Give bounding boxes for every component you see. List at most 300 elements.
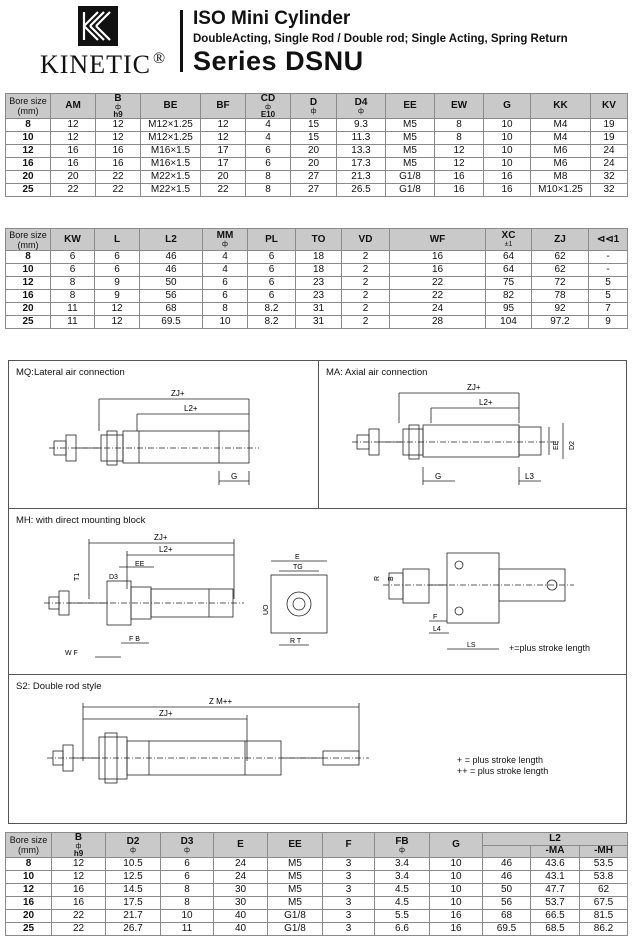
table-cell: M5 xyxy=(268,884,323,897)
table-cell: M8 xyxy=(531,171,591,184)
dim-zm: Z M++ xyxy=(209,697,233,706)
table-cell: 11.3 xyxy=(337,132,386,145)
table-cell: 68.5 xyxy=(531,923,580,936)
table-cell: 26.5 xyxy=(337,184,386,197)
table-cell: - xyxy=(589,264,628,277)
dim-g: G xyxy=(435,472,442,481)
diagram-mq-lateral xyxy=(8,360,320,510)
table-row xyxy=(6,132,628,145)
table-row xyxy=(6,277,628,290)
table-cell: 6 xyxy=(246,158,291,171)
table-cell: 3 xyxy=(323,910,375,923)
table-cell: M5 xyxy=(386,119,435,132)
column-header: EE xyxy=(386,94,435,119)
bore-size-cell: 8 xyxy=(6,119,51,132)
table-cell: M4 xyxy=(531,132,591,145)
table-cell: 10 xyxy=(484,145,531,158)
table-cell: 92 xyxy=(532,303,589,316)
bore-size-cell: 8 xyxy=(6,858,52,871)
table-cell: 21.7 xyxy=(106,910,161,923)
table-cell: G1/8 xyxy=(386,184,435,197)
dim-uo: UO xyxy=(263,604,270,615)
bore-size-cell: 12 xyxy=(6,145,51,158)
table-cell: 40 xyxy=(214,923,268,936)
table-cell: 68 xyxy=(483,910,531,923)
table-cell: 69.5 xyxy=(483,923,531,936)
table-cell: 28 xyxy=(390,316,486,329)
column-header: ZJ xyxy=(532,229,589,251)
table-cell: 8 xyxy=(161,884,214,897)
table-cell: 10 xyxy=(484,119,531,132)
column-header: Bore size (mm) xyxy=(6,229,51,251)
column-header: MM ф xyxy=(203,229,248,251)
dim-g: G xyxy=(231,472,238,481)
table-cell: 86.2 xyxy=(580,923,628,936)
table-cell: 12 xyxy=(51,119,96,132)
column-header: L2 xyxy=(140,229,203,251)
table-cell: 97.2 xyxy=(532,316,589,329)
table-cell: G1/8 xyxy=(268,910,323,923)
table-cell: 4.5 xyxy=(375,884,430,897)
dim-l2: L2+ xyxy=(159,545,173,554)
table-cell: M5 xyxy=(386,145,435,158)
table-cell: 8 xyxy=(435,119,484,132)
table-cell: 43.6 xyxy=(531,858,580,871)
table-cell: 20 xyxy=(51,171,96,184)
table-cell: 31 xyxy=(296,303,342,316)
bore-size-cell: 10 xyxy=(6,132,51,145)
column-header: BE xyxy=(141,94,201,119)
table-cell: 69.5 xyxy=(140,316,203,329)
table-cell: 22 xyxy=(52,910,106,923)
table-cell: 6 xyxy=(248,251,296,264)
bore-size-cell: 20 xyxy=(6,910,52,923)
column-header: WF xyxy=(390,229,486,251)
table-cell: 24 xyxy=(390,303,486,316)
table-cell: 8 xyxy=(51,277,95,290)
table-cell: 10 xyxy=(430,897,483,910)
table-cell: 12 xyxy=(51,132,96,145)
column-header: B ф h9 xyxy=(52,833,106,858)
table-row xyxy=(6,171,628,184)
table-cell: 8 xyxy=(203,303,248,316)
table-cell: G1/8 xyxy=(386,171,435,184)
table-cell: 6 xyxy=(161,871,214,884)
table-row xyxy=(6,264,628,277)
table-cell: 95 xyxy=(486,303,532,316)
table-cell: 64 xyxy=(486,251,532,264)
table-cell: 13.3 xyxy=(337,145,386,158)
bore-size-cell: 16 xyxy=(6,897,52,910)
dim-l4: L4 xyxy=(433,626,441,633)
dim-wf: W F xyxy=(65,650,78,657)
table-row xyxy=(6,145,628,158)
table-cell: 3 xyxy=(323,871,375,884)
column-header: AM xyxy=(51,94,96,119)
table-cell: 16 xyxy=(435,184,484,197)
table-cell: 9 xyxy=(95,290,140,303)
bore-size-cell: 10 xyxy=(6,264,51,277)
diagram-s2-double-rod xyxy=(8,674,627,824)
table-cell: 10.5 xyxy=(106,858,161,871)
table-cell: 17.5 xyxy=(106,897,161,910)
diagram-ma-axial xyxy=(318,360,627,510)
table-cell: 6.6 xyxy=(375,923,430,936)
table-cell: 24 xyxy=(214,858,268,871)
table-cell: 82 xyxy=(486,290,532,303)
dim-l2: L2+ xyxy=(184,404,198,413)
table-cell: 9.3 xyxy=(337,119,386,132)
bore-size-cell: 12 xyxy=(6,277,51,290)
table-cell: 78 xyxy=(532,290,589,303)
s2-note-2: ++ = plus stroke length xyxy=(457,766,549,776)
table-cell: M6 xyxy=(531,145,591,158)
diagram-mh-mounting-block xyxy=(8,508,627,676)
table-cell: 62 xyxy=(532,264,589,277)
table-row xyxy=(6,897,628,910)
table-cell: 6 xyxy=(51,251,95,264)
table-cell: 5 xyxy=(589,277,628,290)
table-cell: M22×1.5 xyxy=(141,184,201,197)
table-cell: 2 xyxy=(342,303,390,316)
table-cell: 6 xyxy=(95,251,140,264)
table-cell: 30 xyxy=(214,884,268,897)
column-header-l2: L2 xyxy=(483,833,628,846)
table-cell: 3 xyxy=(323,858,375,871)
bore-size-cell: 20 xyxy=(6,171,51,184)
table-cell: 56 xyxy=(483,897,531,910)
table-row xyxy=(6,923,628,936)
table-cell: 21.3 xyxy=(337,171,386,184)
table-cell: 5.5 xyxy=(375,910,430,923)
diagram-label: MA: Axial air connection xyxy=(326,367,428,378)
table-cell: 5 xyxy=(589,290,628,303)
dimension-table-1 xyxy=(5,93,628,197)
header-divider xyxy=(180,10,183,72)
table-cell: 12 xyxy=(435,145,484,158)
table-cell: 8 xyxy=(161,897,214,910)
table-cell: 27 xyxy=(291,171,337,184)
dim-rt: R T xyxy=(290,638,302,645)
table-cell: 16 xyxy=(51,158,96,171)
table-cell: 16 xyxy=(390,264,486,277)
dim-ee: EE xyxy=(553,440,560,450)
column-header: B ф h9 xyxy=(96,94,141,119)
column-header: KK xyxy=(531,94,591,119)
table-cell: 47.7 xyxy=(531,884,580,897)
table-cell: 81.5 xyxy=(580,910,628,923)
table-cell: 20 xyxy=(291,145,337,158)
table-cell: 10 xyxy=(203,316,248,329)
column-header: D ф xyxy=(291,94,337,119)
table-cell: M12×1.25 xyxy=(141,132,201,145)
table-cell: 46 xyxy=(483,858,531,871)
column-header: KV xyxy=(591,94,628,119)
dimension-table-2 xyxy=(5,228,628,329)
table-cell: 9 xyxy=(95,277,140,290)
table-cell: 16 xyxy=(52,897,106,910)
table-row xyxy=(6,290,628,303)
dim-tg: TG xyxy=(293,564,303,571)
table-cell: 50 xyxy=(140,277,203,290)
table-cell: 9 xyxy=(589,316,628,329)
table-cell: 104 xyxy=(486,316,532,329)
table-cell: 8.2 xyxy=(248,303,296,316)
table-cell: 8 xyxy=(246,171,291,184)
column-header: KW xyxy=(51,229,95,251)
column-header: EW xyxy=(435,94,484,119)
dim-r: R xyxy=(374,575,381,581)
bore-size-cell: 25 xyxy=(6,923,52,936)
table-row xyxy=(6,910,628,923)
table-cell: 24 xyxy=(214,871,268,884)
table-cell: 6 xyxy=(161,858,214,871)
brand-name: KINETIC ® xyxy=(40,50,167,79)
table-cell: 2 xyxy=(342,264,390,277)
page-header xyxy=(0,0,632,84)
column-subheader: -MH xyxy=(580,845,628,858)
dim-zj: ZJ+ xyxy=(171,389,185,398)
table-cell: 12 xyxy=(52,858,106,871)
bore-size-cell: 8 xyxy=(6,251,51,264)
table-cell: 53.8 xyxy=(580,871,628,884)
table-cell: 18 xyxy=(296,264,342,277)
column-header: G xyxy=(484,94,531,119)
table-cell: 46 xyxy=(140,251,203,264)
table-cell: 2 xyxy=(342,316,390,329)
table-cell: 10 xyxy=(484,158,531,171)
dim-d2: D2 xyxy=(569,441,576,450)
series-title: Series DSNU xyxy=(193,46,364,76)
table-cell: 56 xyxy=(140,290,203,303)
column-header: EE xyxy=(268,833,323,858)
table-cell: 15 xyxy=(291,119,337,132)
table-cell: 8 xyxy=(435,132,484,145)
table-cell: 11 xyxy=(51,316,95,329)
table-row xyxy=(6,303,628,316)
table-cell: 23 xyxy=(296,277,342,290)
table-header-row xyxy=(6,229,628,251)
table-cell: M10×1.25 xyxy=(531,184,591,197)
table-cell: 22 xyxy=(390,290,486,303)
table-cell: 6 xyxy=(246,145,291,158)
dim-zj: ZJ+ xyxy=(159,709,173,718)
table-cell: 53.7 xyxy=(531,897,580,910)
table-cell: 12 xyxy=(95,303,140,316)
table-cell: M4 xyxy=(531,119,591,132)
dim-d3: D3 xyxy=(109,574,118,581)
table-cell: 22 xyxy=(51,184,96,197)
table-cell: 27 xyxy=(291,184,337,197)
table-cell: 24 xyxy=(591,158,628,171)
column-subheader: -MA xyxy=(531,845,580,858)
table-cell: M5 xyxy=(386,132,435,145)
table-cell: M5 xyxy=(268,871,323,884)
table-cell: 16 xyxy=(96,145,141,158)
table-cell: 12.5 xyxy=(106,871,161,884)
dim-fb: F B xyxy=(129,636,140,643)
bore-size-cell: 16 xyxy=(6,290,51,303)
table-cell: 32 xyxy=(591,184,628,197)
column-header: BF xyxy=(201,94,246,119)
table-cell: 16 xyxy=(430,923,483,936)
dim-e: E xyxy=(295,554,300,561)
table-cell: 68 xyxy=(140,303,203,316)
table-row xyxy=(6,884,628,897)
table-cell: 12 xyxy=(201,132,246,145)
column-header: FB ф xyxy=(375,833,430,858)
dim-t1: T1 xyxy=(74,572,81,581)
table-cell: 62 xyxy=(580,884,628,897)
table-cell: 10 xyxy=(430,871,483,884)
table-cell: 43.1 xyxy=(531,871,580,884)
table-row xyxy=(6,158,628,171)
table-cell: 16 xyxy=(484,184,531,197)
column-subheader xyxy=(483,845,531,858)
table-cell: 4 xyxy=(246,119,291,132)
table-row xyxy=(6,858,628,871)
bore-size-cell: 10 xyxy=(6,871,52,884)
s2-drawing xyxy=(9,675,626,823)
table-cell: 31 xyxy=(296,316,342,329)
table-row xyxy=(6,251,628,264)
table-cell: M6 xyxy=(531,158,591,171)
page-subtitle: DoubleActing, Single Rod / Double rod; Single Acting, Spring Return xyxy=(193,33,568,45)
table-cell: 10 xyxy=(161,910,214,923)
table-cell: 66.5 xyxy=(531,910,580,923)
diagram-label: MQ:Lateral air connection xyxy=(16,367,125,378)
table-cell: 16 xyxy=(96,158,141,171)
table-cell: 2 xyxy=(342,277,390,290)
table-cell: 17 xyxy=(201,158,246,171)
table-cell: M16×1.5 xyxy=(141,145,201,158)
table-cell: 8.2 xyxy=(248,316,296,329)
table-cell: 10 xyxy=(430,884,483,897)
table-cell: 40 xyxy=(214,910,268,923)
dim-ee: EE xyxy=(135,561,145,568)
table-cell: G1/8 xyxy=(268,923,323,936)
table-cell: 6 xyxy=(203,277,248,290)
table-cell: 46 xyxy=(483,871,531,884)
table-cell: 22 xyxy=(52,923,106,936)
table-cell: 16 xyxy=(51,145,96,158)
table-cell: 8 xyxy=(51,290,95,303)
mq-drawing xyxy=(9,361,319,509)
table-header-row xyxy=(6,94,628,119)
column-header: CD ф E10 xyxy=(246,94,291,119)
table-cell: 7 xyxy=(589,303,628,316)
table-cell: 22 xyxy=(96,184,141,197)
table-cell: 3.4 xyxy=(375,858,430,871)
diagram-label: MH: with direct mounting block xyxy=(16,515,146,526)
table-cell: 4.5 xyxy=(375,897,430,910)
table-cell: 64 xyxy=(486,264,532,277)
table-cell: 12 xyxy=(95,316,140,329)
table-cell: 23 xyxy=(296,290,342,303)
dim-b: B xyxy=(388,576,395,581)
table-cell: 15 xyxy=(291,132,337,145)
table-cell: 26.7 xyxy=(106,923,161,936)
dim-f: F xyxy=(433,614,438,621)
table-cell: 32 xyxy=(591,171,628,184)
kinetic-logo-icon xyxy=(78,6,118,46)
column-header: TO xyxy=(296,229,342,251)
table-cell: 3.4 xyxy=(375,871,430,884)
table-cell: 22 xyxy=(201,184,246,197)
table-cell: 2 xyxy=(342,290,390,303)
table-row xyxy=(6,871,628,884)
column-header: L xyxy=(95,229,140,251)
table-cell: 10 xyxy=(484,132,531,145)
table-cell: 18 xyxy=(296,251,342,264)
table-cell: 4 xyxy=(203,264,248,277)
dim-zj: ZJ+ xyxy=(154,533,168,542)
table-cell: 16 xyxy=(390,251,486,264)
bore-size-cell: 25 xyxy=(6,316,51,329)
dim-ls: LS xyxy=(467,642,476,649)
table-cell: 72 xyxy=(532,277,589,290)
dim-l3: L3 xyxy=(525,472,534,481)
column-header: PL xyxy=(248,229,296,251)
table-row xyxy=(6,119,628,132)
table-cell: 67.5 xyxy=(580,897,628,910)
table-cell: 16 xyxy=(484,171,531,184)
table-cell: M5 xyxy=(268,897,323,910)
column-header: E xyxy=(214,833,268,858)
mh-note: +=plus stroke length xyxy=(509,643,591,653)
table-cell: 19 xyxy=(591,132,628,145)
column-header: D2 ф xyxy=(106,833,161,858)
table-cell: 4 xyxy=(246,132,291,145)
table-cell: 6 xyxy=(203,290,248,303)
table-cell: 12 xyxy=(52,871,106,884)
table-cell: 22 xyxy=(390,277,486,290)
table-header-row xyxy=(6,833,628,846)
table-cell: 6 xyxy=(248,290,296,303)
page-title: ISO Mini Cylinder xyxy=(193,8,351,29)
table-cell: 6 xyxy=(51,264,95,277)
bore-size-cell: 25 xyxy=(6,184,51,197)
table-cell: 30 xyxy=(214,897,268,910)
table-cell: 6 xyxy=(95,264,140,277)
table-cell: 12 xyxy=(96,132,141,145)
s2-note-1: + = plus stroke length xyxy=(457,755,544,765)
dim-zj: ZJ+ xyxy=(467,383,481,392)
table-cell: 19 xyxy=(591,119,628,132)
column-header: D3 ф xyxy=(161,833,214,858)
table-cell: 3 xyxy=(323,923,375,936)
table-cell: 16 xyxy=(52,884,106,897)
column-header: VD xyxy=(342,229,390,251)
table-cell: 8 xyxy=(246,184,291,197)
table-cell: 12 xyxy=(435,158,484,171)
bore-size-cell: 12 xyxy=(6,884,52,897)
table-cell: 20 xyxy=(201,171,246,184)
ma-drawing xyxy=(319,361,626,509)
table-cell: 75 xyxy=(486,277,532,290)
table-cell: 11 xyxy=(161,923,214,936)
column-header: G xyxy=(430,833,483,858)
column-header: XC ±1 xyxy=(486,229,532,251)
table-cell: 2 xyxy=(342,251,390,264)
table-cell: 24 xyxy=(591,145,628,158)
table-cell: 14.5 xyxy=(106,884,161,897)
table-cell: 22 xyxy=(96,171,141,184)
table-cell: 12 xyxy=(96,119,141,132)
table-cell: 50 xyxy=(483,884,531,897)
column-header: F xyxy=(323,833,375,858)
table-cell: 17.3 xyxy=(337,158,386,171)
